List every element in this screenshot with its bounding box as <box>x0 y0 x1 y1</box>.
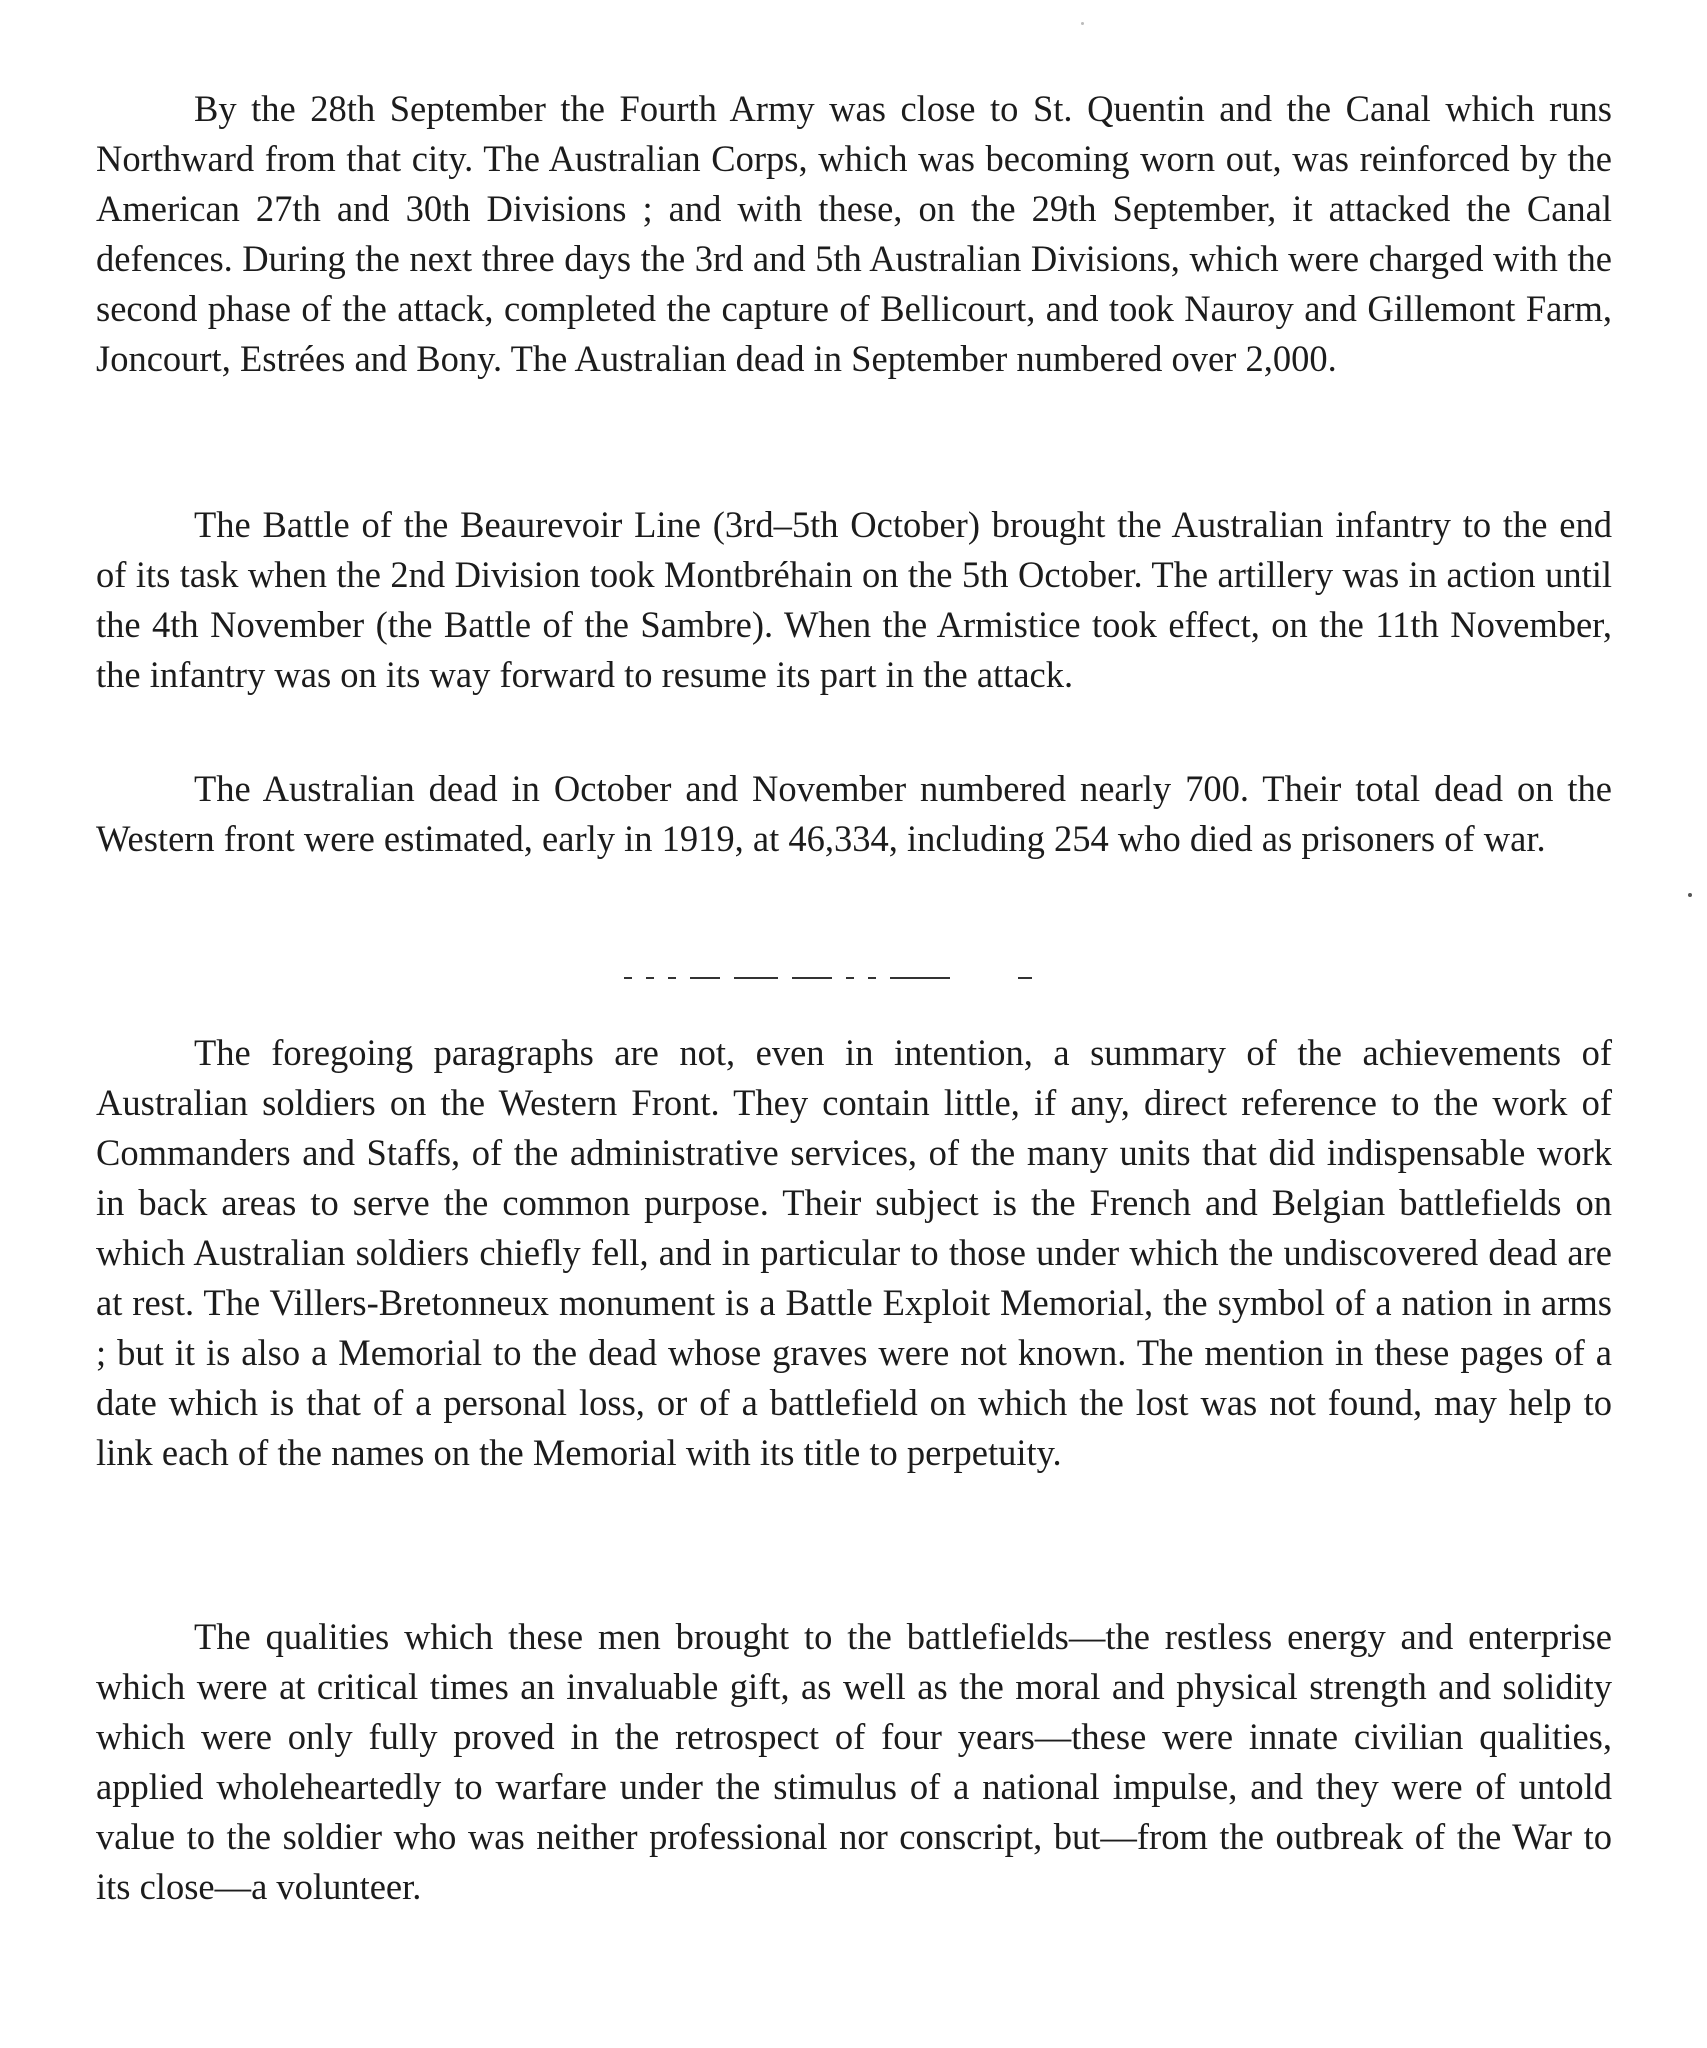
paragraph <box>96 1028 1612 1478</box>
paragraph-text: By the 28th September the Fourth Army was close to St. Quentin and the Canal which runs Northward from that city. The Australian Corps, which was becoming worn out, was reinforced by the American 27th and 30th Divisions ; and with these, on the 29th September, it attacked the Canal defences. During the next three days the 3rd and 5th Australian Divisions, which were charged with the second phase of the attack, completed the capture of Bellicourt, and took Nauroy and Gillemont Farm, Joncourt, Estrées and Bony. The Australian dead in September numbered over 2,000. <box>96 88 1612 379</box>
paragraph <box>96 84 1612 384</box>
paragraph-text: The Australian dead in October and November numbered nearly 700. Their total dead on the Western front were estimated, early in 1919, at 46,334, including 254 who died as prisoners of war. <box>96 768 1612 859</box>
paragraph-text: The qualities which these men brought to the battlefields—the restless energy and enterprise which were at critical times an invaluable gift, as well as the moral and physical strength and solidity which were only fully proved in the retrospect of four years—these were innate civilian qualities, applied wholeheartedly to warfare under the stimulus of a national impulse, and they were of untold value to the soldier who was neither professional nor conscript, but—from the outbreak of the War to its close—a volunteer. <box>96 1616 1612 1907</box>
paragraph <box>96 764 1612 864</box>
paragraph-text: The foregoing paragraphs are not, even in intention, a summary of the achievements of Australian soldiers on the Western Front. They contain little, if any, direct reference to the work of Commanders and Staffs, of the administrative services, of the many units that did indispensable work in back areas to serve the common purpose. Their subject is the French and Belgian battlefields on which Australian soldiers chiefly fell, and in particular to those under which the undiscovered dead are at rest. The Villers-Bretonneux monument is a Battle Exploit Memorial, the symbol of a nation in arms ; but it is also a Memorial to the dead whose graves were not known. The mention in these pages of a date which is that of a personal loss, or of a battlefield on which the lost was not found, may help to link each of the names on the Memorial with its title to perpetuity. <box>96 1032 1612 1473</box>
scan-speck <box>1081 22 1084 25</box>
paragraph <box>96 1612 1612 1912</box>
paragraph-text: The Battle of the Beaurevoir Line (3rd–5th October) brought the Australian infantry to the end of its task when the 2nd Division took Montbréhain on the 5th October. The artillery was in action until the 4th November (the Battle of the Sambre). When the Armistice took effect, on the 11th November, the infantry was on its way forward to resume its part in the attack. <box>96 504 1612 695</box>
section-divider <box>624 976 1080 979</box>
paragraph <box>96 500 1612 700</box>
scan-speck <box>1688 893 1692 897</box>
